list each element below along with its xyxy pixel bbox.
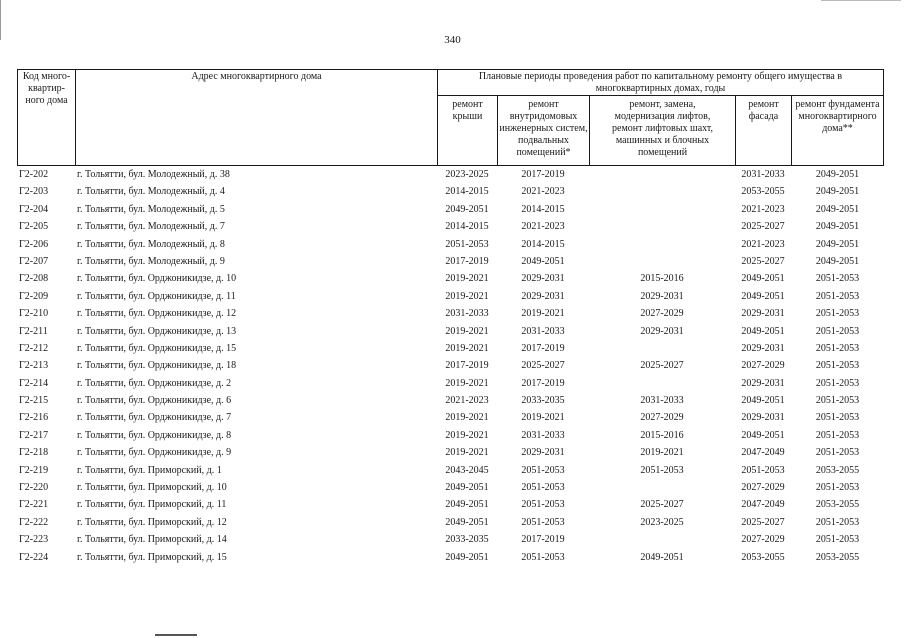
table-row	[17, 531, 884, 548]
address-cell: г. Тольятти, бул. Орджоникидзе, д. 7	[77, 412, 232, 424]
table-row	[17, 166, 884, 183]
facade-cell: 2025-2027	[741, 516, 785, 528]
foundation-cell: 2049-2051	[815, 221, 860, 233]
lifts-cell: 2025-2027	[640, 360, 684, 372]
foundation-cell: 2053-2055	[815, 464, 860, 476]
lifts-cell: 2029-2031	[640, 325, 684, 337]
lifts-cell: 2019-2021	[640, 447, 684, 459]
foundation-cell: 2051-2053	[815, 360, 860, 372]
table-row	[17, 392, 884, 409]
table-row	[17, 288, 884, 305]
foundation-cell: 2051-2053	[815, 325, 860, 337]
code-cell: Г2-215	[19, 395, 49, 407]
header-facade: ремонт фасада	[748, 99, 779, 122]
engineering-cell: 2031-2033	[521, 325, 565, 337]
engineering-cell: 2017-2019	[521, 342, 565, 354]
engineering-cell: 2019-2021	[521, 412, 565, 424]
engineering-cell: 2029-2031	[521, 290, 565, 302]
header-code: Код много- квартир- ного дома	[22, 71, 71, 106]
foundation-cell: 2053-2055	[815, 499, 860, 511]
engineering-cell: 2014-2015	[521, 238, 565, 250]
engineering-cell: 2033-2035	[521, 395, 565, 407]
roof-cell: 2043-2045	[445, 464, 489, 476]
table-row	[17, 340, 884, 357]
table-row	[17, 201, 884, 218]
roof-cell: 2019-2021	[445, 273, 489, 285]
facade-cell: 2027-2029	[741, 360, 785, 372]
lifts-cell: 2049-2051	[640, 551, 684, 563]
table-row	[17, 323, 884, 340]
code-cell: Г2-223	[19, 534, 49, 546]
header-subdivider	[437, 95, 884, 96]
engineering-cell: 2017-2019	[521, 169, 565, 180]
address-cell: г. Тольятти, бул. Орджоникидзе, д. 8	[77, 429, 232, 441]
address-cell: г. Тольятти, бул. Орджоникидзе, д. 11	[77, 290, 236, 302]
foundation-cell: 2049-2051	[815, 255, 860, 267]
code-cell: Г2-220	[19, 482, 49, 494]
lifts-cell: 2015-2016	[640, 273, 684, 285]
address-cell: г. Тольятти, бул. Приморский, д. 10	[77, 482, 227, 494]
facade-cell: 2029-2031	[741, 308, 785, 320]
table-row	[17, 253, 884, 270]
foundation-cell: 2051-2053	[815, 342, 860, 354]
table-row	[17, 270, 884, 287]
facade-cell: 2053-2055	[741, 186, 785, 198]
lifts-cell: 2015-2016	[640, 429, 684, 441]
header-divider-code	[75, 69, 76, 166]
roof-cell: 2019-2021	[445, 290, 489, 302]
lifts-cell: 2025-2027	[640, 499, 684, 511]
code-cell: Г2-205	[19, 221, 49, 233]
table-body	[17, 166, 884, 566]
engineering-cell: 2051-2053	[521, 482, 565, 494]
header-address: Адрес многоквартирного дома	[191, 71, 322, 82]
foundation-cell: 2051-2053	[815, 429, 860, 441]
lifts-cell: 2031-2033	[640, 395, 684, 407]
facade-cell: 2053-2055	[741, 551, 785, 563]
address-cell: г. Тольятти, бул. Приморский, д. 11	[77, 499, 227, 511]
address-cell: г. Тольятти, бул. Орджоникидзе, д. 15	[77, 342, 237, 354]
code-cell: Г2-222	[19, 516, 49, 528]
facade-cell: 2025-2027	[741, 255, 785, 267]
address-cell: г. Тольятти, бул. Орджоникидзе, д. 18	[77, 360, 237, 372]
lifts-cell: 2029-2031	[640, 290, 684, 302]
roof-cell: 2019-2021	[445, 342, 489, 354]
table-row	[17, 236, 884, 253]
facade-cell: 2029-2031	[741, 377, 785, 389]
roof-cell: 2031-2033	[445, 308, 489, 320]
address-cell: г. Тольятти, бул. Орджоникидзе, д. 9	[77, 447, 232, 459]
code-cell: Г2-216	[19, 412, 49, 424]
foundation-cell: 2051-2053	[815, 395, 860, 407]
facade-cell: 2049-2051	[741, 429, 785, 441]
table-header	[17, 69, 884, 166]
code-cell: Г2-221	[19, 499, 49, 511]
table-row	[17, 305, 884, 322]
address-cell: г. Тольятти, бул. Орджоникидзе, д. 10	[77, 273, 237, 285]
roof-cell: 2051-2053	[445, 238, 489, 250]
roof-cell: 2014-2015	[445, 186, 489, 198]
roof-cell: 2049-2051	[445, 516, 489, 528]
facade-cell: 2031-2033	[741, 169, 785, 180]
engineering-cell: 2051-2053	[521, 516, 565, 528]
facade-cell: 2027-2029	[741, 534, 785, 546]
roof-cell: 2017-2019	[445, 255, 489, 267]
address-cell: г. Тольятти, бул. Приморский, д. 1	[77, 464, 222, 476]
table-row	[17, 218, 884, 235]
engineering-cell: 2051-2053	[521, 499, 565, 511]
address-cell: г. Тольятти, бул. Орджоникидзе, д. 13	[77, 325, 237, 337]
roof-cell: 2021-2023	[445, 395, 489, 407]
facade-cell: 2025-2027	[741, 221, 785, 233]
code-cell: Г2-218	[19, 447, 49, 459]
roof-cell: 2019-2021	[445, 325, 489, 337]
code-cell: Г2-206	[19, 238, 49, 250]
engineering-cell: 2025-2027	[521, 360, 565, 372]
roof-cell: 2049-2051	[445, 551, 489, 563]
header-engineering: ремонт внутридомовых инженерных систем, подвальных помещений*	[499, 99, 588, 158]
roof-cell: 2019-2021	[445, 412, 489, 424]
table-row	[17, 375, 884, 392]
facade-cell: 2027-2029	[741, 482, 785, 494]
foundation-cell: 2051-2053	[815, 377, 860, 389]
table-row	[17, 444, 884, 461]
table-row	[17, 462, 884, 479]
scan-bottom-mark	[155, 634, 197, 636]
foundation-cell: 2053-2055	[815, 551, 860, 563]
address-cell: г. Тольятти, бул. Приморский, д. 15	[77, 551, 227, 563]
lifts-cell: 2023-2025	[640, 516, 684, 528]
header-periods: Плановые периоды проведения работ по капитальному ремонту общего имущества в многоквартирных домах, годы	[478, 71, 843, 94]
facade-cell: 2047-2049	[741, 447, 785, 459]
code-cell: Г2-213	[19, 360, 49, 372]
address-cell: г. Тольятти, бул. Приморский, д. 12	[77, 516, 227, 528]
header-border-right	[883, 69, 884, 166]
foundation-cell: 2051-2053	[815, 447, 860, 459]
address-cell: г. Тольятти, бул. Молодежный, д. 8	[77, 238, 225, 250]
foundation-cell: 2051-2053	[815, 273, 860, 285]
code-cell: Г2-224	[19, 551, 49, 563]
engineering-cell: 2031-2033	[521, 429, 565, 441]
code-cell: Г2-207	[19, 255, 49, 267]
foundation-cell: 2049-2051	[815, 186, 860, 198]
table-row	[17, 479, 884, 496]
facade-cell: 2021-2023	[741, 203, 785, 215]
foundation-cell: 2049-2051	[815, 238, 860, 250]
address-cell: г. Тольятти, бул. Приморский, д. 14	[77, 534, 227, 546]
table-row	[17, 427, 884, 444]
header-roof: ремонт крыши	[452, 99, 483, 122]
roof-cell: 2019-2021	[445, 447, 489, 459]
foundation-cell: 2051-2053	[815, 308, 860, 320]
code-cell: Г2-210	[19, 308, 49, 320]
foundation-cell: 2051-2053	[815, 534, 860, 546]
facade-cell: 2049-2051	[741, 395, 785, 407]
facade-cell: 2021-2023	[741, 238, 785, 250]
code-cell: Г2-204	[19, 203, 49, 215]
table-row	[17, 357, 884, 374]
facade-cell: 2051-2053	[741, 464, 785, 476]
roof-cell: 2049-2051	[445, 203, 489, 215]
address-cell: г. Тольятти, бул. Молодежный, д. 9	[77, 255, 225, 267]
lifts-cell: 2027-2029	[640, 308, 684, 320]
engineering-cell: 2049-2051	[521, 255, 565, 267]
foundation-cell: 2051-2053	[815, 290, 860, 302]
header-foundation: ремонт фундамента многоквартирного дома**	[795, 99, 880, 134]
foundation-cell: 2051-2053	[815, 412, 860, 424]
facade-cell: 2029-2031	[741, 342, 785, 354]
header-border-top	[17, 69, 884, 70]
code-cell: Г2-211	[19, 325, 48, 337]
code-cell: Г2-214	[19, 377, 49, 389]
table-row	[17, 183, 884, 200]
code-cell: Г2-219	[19, 464, 49, 476]
address-cell: г. Тольятти, бул. Молодежный, д. 38	[77, 169, 230, 180]
engineering-cell: 2017-2019	[521, 534, 565, 546]
lifts-cell: 2051-2053	[640, 464, 684, 476]
table-row	[17, 549, 884, 566]
engineering-cell: 2021-2023	[521, 221, 565, 233]
table-row	[17, 496, 884, 513]
roof-cell: 2017-2019	[445, 360, 489, 372]
code-cell: Г2-212	[19, 342, 49, 354]
roof-cell: 2049-2051	[445, 499, 489, 511]
foundation-cell: 2049-2051	[815, 169, 860, 180]
scan-edge-mark	[821, 0, 901, 1]
address-cell: г. Тольятти, бул. Орджоникидзе, д. 2	[77, 377, 232, 389]
address-cell: г. Тольятти, бул. Молодежный, д. 5	[77, 203, 225, 215]
address-cell: г. Тольятти, бул. Орджоникидзе, д. 12	[77, 308, 237, 320]
roof-cell: 2033-2035	[445, 534, 489, 546]
facade-cell: 2049-2051	[741, 325, 785, 337]
code-cell: Г2-209	[19, 290, 49, 302]
header-lifts: ремонт, замена, модернизация лифтов, ремонт лифтовых шахт, машинных и блочных помещений	[612, 99, 713, 158]
engineering-cell: 2029-2031	[521, 447, 565, 459]
roof-cell: 2014-2015	[445, 221, 489, 233]
engineering-cell: 2021-2023	[521, 186, 565, 198]
engineering-cell: 2014-2015	[521, 203, 565, 215]
facade-cell: 2047-2049	[741, 499, 785, 511]
address-cell: г. Тольятти, бул. Молодежный, д. 4	[77, 186, 225, 198]
code-cell: Г2-208	[19, 273, 49, 285]
code-cell: Г2-217	[19, 429, 49, 441]
roof-cell: 2023-2025	[445, 169, 489, 180]
facade-cell: 2049-2051	[741, 290, 785, 302]
roof-cell: 2019-2021	[445, 377, 489, 389]
foundation-cell: 2051-2053	[815, 482, 860, 494]
code-cell: Г2-202	[19, 169, 49, 180]
facade-cell: 2049-2051	[741, 273, 785, 285]
table-row	[17, 409, 884, 426]
address-cell: г. Тольятти, бул. Орджоникидзе, д. 6	[77, 395, 232, 407]
address-cell: г. Тольятти, бул. Молодежный, д. 7	[77, 221, 225, 233]
engineering-cell: 2019-2021	[521, 308, 565, 320]
engineering-cell: 2051-2053	[521, 551, 565, 563]
roof-cell: 2049-2051	[445, 482, 489, 494]
engineering-cell: 2017-2019	[521, 377, 565, 389]
facade-cell: 2029-2031	[741, 412, 785, 424]
engineering-cell: 2051-2053	[521, 464, 565, 476]
code-cell: Г2-203	[19, 186, 49, 198]
lifts-cell: 2027-2029	[640, 412, 684, 424]
engineering-cell: 2029-2031	[521, 273, 565, 285]
page-number: 340	[444, 34, 461, 46]
table-row	[17, 514, 884, 531]
roof-cell: 2019-2021	[445, 429, 489, 441]
foundation-cell: 2049-2051	[815, 203, 860, 215]
foundation-cell: 2051-2053	[815, 516, 860, 528]
